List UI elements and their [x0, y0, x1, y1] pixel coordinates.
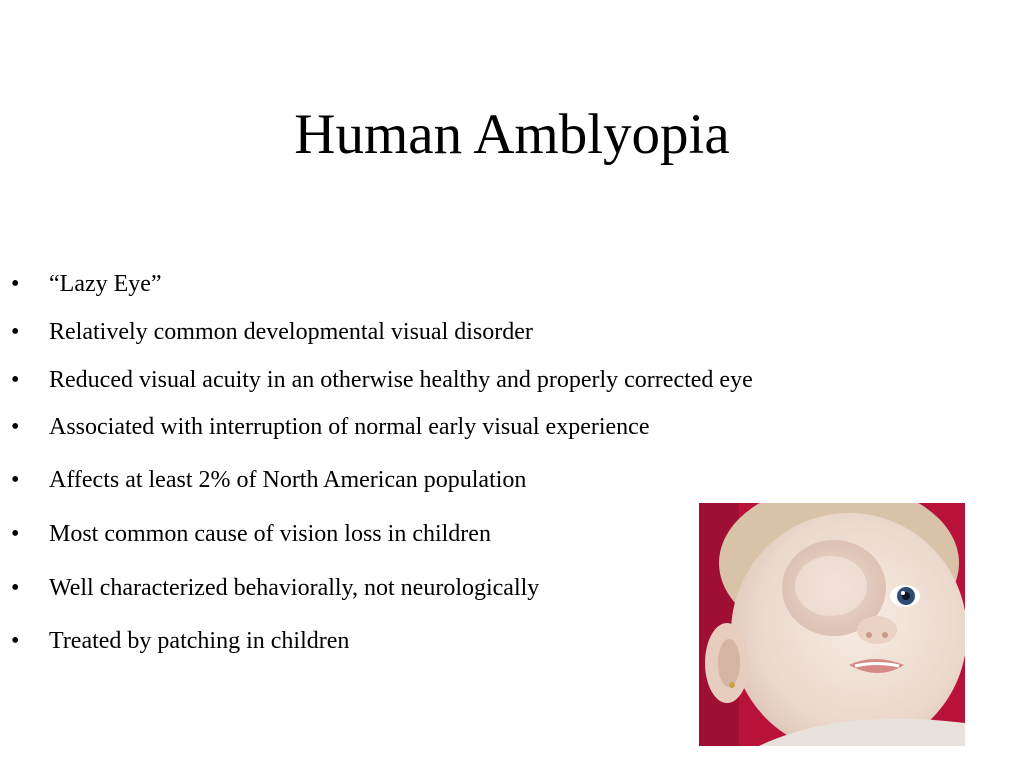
- bullet-text: Relatively common developmental visual disorder: [49, 319, 533, 345]
- bullet-marker: •: [11, 575, 20, 601]
- nose: [857, 616, 897, 644]
- bullet-marker: •: [11, 628, 20, 654]
- bullet-marker: •: [11, 367, 20, 393]
- bullet-marker: •: [11, 319, 20, 345]
- photo-illustration: [699, 503, 965, 746]
- earring: [729, 682, 735, 688]
- bullet-text: Reduced visual acuity in an otherwise healthy and properly corrected eye: [49, 367, 753, 393]
- bullet-marker: •: [11, 414, 20, 440]
- bullet-marker: •: [11, 467, 20, 493]
- bullet-marker: •: [11, 271, 20, 297]
- bullet-text: Well characterized behaviorally, not neurologically: [49, 575, 540, 601]
- slide-title: Human Amblyopia: [294, 103, 730, 166]
- bullet-text: Affects at least 2% of North American population: [49, 467, 527, 493]
- bullet-text: Most common cause of vision loss in children: [49, 521, 491, 547]
- bullet-text: Treated by patching in children: [49, 628, 350, 654]
- bullet-marker: •: [11, 521, 20, 547]
- infant-eye-patch-photo: [699, 503, 965, 746]
- bullet-text: “Lazy Eye”: [49, 271, 162, 297]
- bullet-text: Associated with interruption of normal early visual experience: [49, 414, 650, 440]
